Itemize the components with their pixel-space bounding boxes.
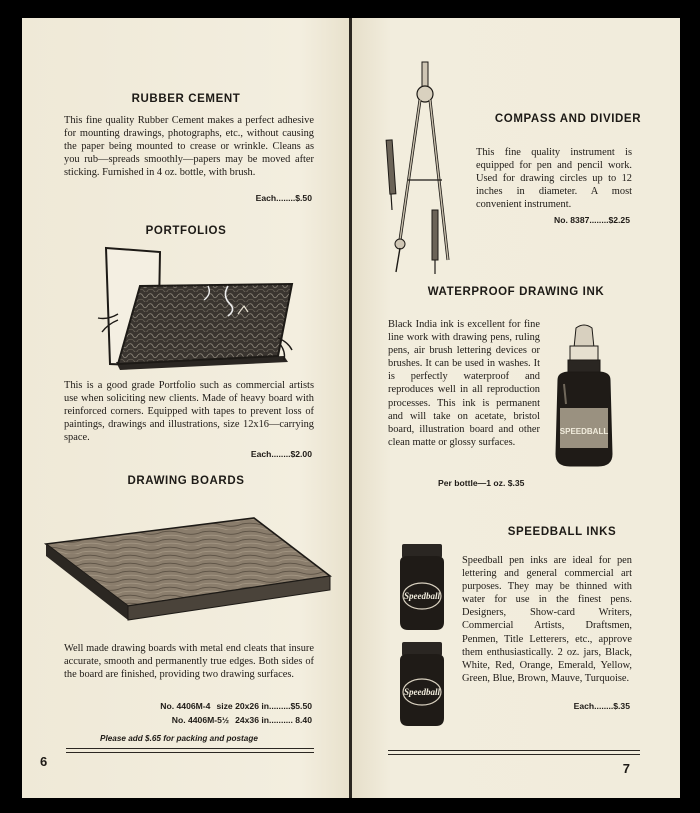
footer-rule-2 <box>388 754 640 755</box>
right-page <box>352 18 680 798</box>
compass-illustration <box>380 60 466 280</box>
speedball-inks-title: SPEEDBALL INKS <box>507 526 617 538</box>
drawing-boards-spec-2 <box>172 715 312 725</box>
spec-2-size-price: 24x36 in.......... 8.40 <box>235 715 312 725</box>
left-page <box>22 18 350 798</box>
packing-note: Please add $.65 for packing and postage <box>100 734 258 743</box>
jar-top <box>400 544 444 630</box>
page-number-left: 6 <box>40 754 48 769</box>
bottle-label-text: SPEEDBALL <box>559 427 609 436</box>
spec-2-number: No. 4406M-5½ <box>171 715 230 725</box>
waterproof-ink-title: WATERPROOF DRAWING INK <box>427 286 605 298</box>
waterproof-ink-description: Black India ink is excellent for fine line work with drawing pens, ruling pens, air brush lettering devices or brushes. It can be used in washes. It is perfectly waterproof and reproduces well in all reproduction processes. This ink is permanent and will take on acetate, bristol board, illustration board and other clean matte or glossy surfaces. <box>388 319 540 448</box>
rubber-cement-title: RUBBER CEMENT <box>131 93 241 105</box>
waterproof-ink-price: Per bottle—1 oz. $.35 <box>438 478 525 488</box>
page-number-right: 7 <box>622 761 630 776</box>
jar-bottom-label: Speedball <box>404 687 440 697</box>
footer-rule <box>388 750 640 751</box>
jar-top-label: Speedball <box>404 591 440 601</box>
speedball-inks-description: Speedball pen inks are ideal for pen lettering and general commercial art purposes. They may be thinned with water for use in the finest pens. Designers, Show-card Writers, Commercial Artists, Draftsmen, Penmen, Title Letterers, etc., approve them enthusiastically. 2 oz. jars, Black, White, Red, Orange, Emerald, Yellow, Green, Blue, Brown, Mauve, Turquoise. <box>462 555 632 684</box>
ink-bottle-illustration <box>548 324 620 472</box>
drawing-boards-title: DRAWING BOARDS <box>127 475 245 487</box>
drawing-boards-description: Well made drawing boards with metal end cleats that insure accurate, smooth and permanently true edges. Both sides of the board are finished, providing two drawing surfaces. <box>64 643 314 681</box>
jar-bottom <box>400 642 444 726</box>
spec-1-number: No. 4406M-4 <box>160 701 211 711</box>
rubber-cement-price: Each........$.50 <box>255 193 312 203</box>
rubber-cement-description: This fine quality Rubber Cement makes a perfect adhesive for mounting drawings, photographs, etc., without causing the paper being mounted to crease or wrinkle. Cleans as you rub—spreads smoothly—papers may be moved after sticking. Furnished in 4 oz. bottle, with brush. <box>64 115 314 179</box>
compass-price: No. 8387........$2.25 <box>554 215 630 225</box>
portfolio-illustration <box>88 242 296 374</box>
drawing-board-illustration <box>42 498 334 622</box>
spec-1-size-price: size 20x26 in.........$5.50 <box>216 701 312 711</box>
footer-rule <box>66 748 314 749</box>
speedball-jars-illustration <box>394 542 448 728</box>
portfolios-title: PORTFOLIOS <box>145 225 227 237</box>
compass-title: COMPASS AND DIVIDER <box>494 113 642 125</box>
compass-description: This fine quality instrument is equipped for pen and pencil work. Used for drawing circles up to 12 inches in diameter. A most convenient instrument. <box>476 147 632 211</box>
footer-rule-2 <box>66 752 314 753</box>
portfolios-description: This is a good grade Portfolio such as commercial artists use when soliciting new clients. Made of heavy board with reinforced corners. Equipped with tapes to prevent loss of paintings, drawings and illustrations, size 12x16—carrying space. <box>64 380 314 444</box>
drawing-boards-spec-1 <box>160 701 312 711</box>
portfolios-price: Each........$2.00 <box>250 449 312 459</box>
speedball-inks-price: Each........$.35 <box>573 701 630 711</box>
